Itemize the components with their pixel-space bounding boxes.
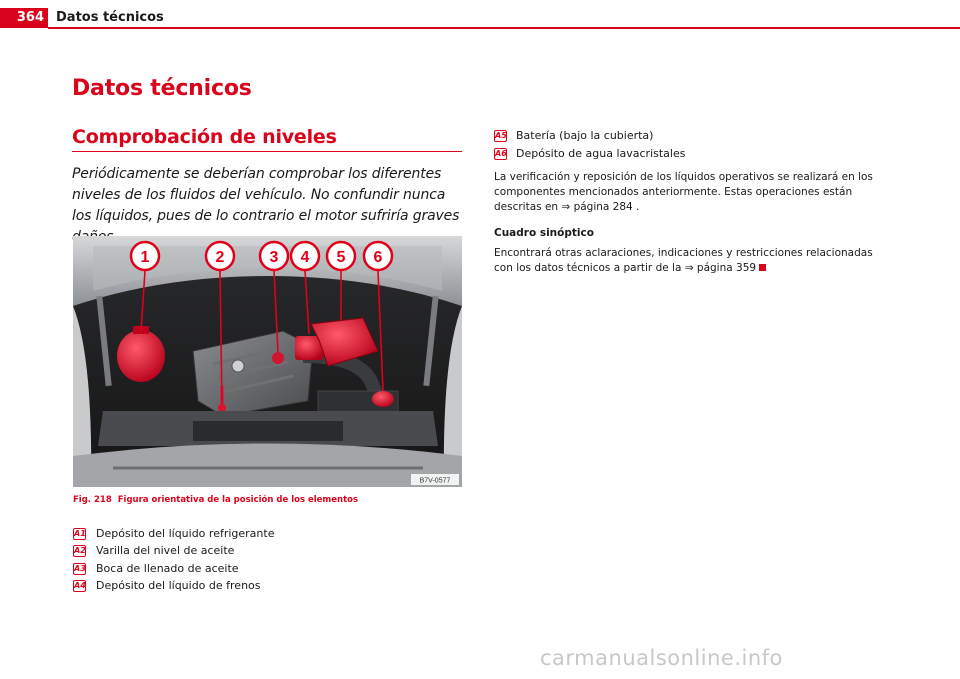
legend-item-text: Depósito de agua lavacristales bbox=[516, 147, 686, 160]
page-reference-link[interactable]: página 359 bbox=[693, 262, 757, 274]
watermark: carmanualsonline.info bbox=[540, 646, 783, 670]
paragraph-overview: Encontrará otras aclaraciones, indicaciones y restricciones relacionadas con los datos técnicos a partir de la ⇒ página 359 bbox=[494, 247, 873, 274]
engine-bay-figure bbox=[73, 236, 462, 487]
running-title: Datos técnicos bbox=[56, 10, 164, 25]
callout-label-4: 4 bbox=[300, 249, 310, 266]
legend-item-text: Depósito del líquido de frenos bbox=[96, 579, 261, 592]
subheading-overview: Cuadro sinóptico bbox=[494, 227, 594, 239]
callout-label-2: 2 bbox=[215, 249, 225, 266]
arrow-icon: ⇒ bbox=[684, 262, 694, 274]
page-number: 364 bbox=[16, 10, 44, 25]
figure-caption bbox=[73, 495, 364, 505]
legend-badge: A1 bbox=[74, 529, 86, 538]
callout-label-1: 1 bbox=[140, 249, 150, 266]
legend-badge: A5 bbox=[495, 131, 507, 140]
arrow-icon: ⇒ bbox=[561, 201, 571, 213]
intro-paragraph: Periódicamente se deberían comprobar los diferentes niveles de los fluidos del vehículo. No confundir nunca los líquidos, pues de lo contrario el motor sufriría graves bbox=[72, 166, 460, 224]
legend-item-text: Batería (bajo la cubierta) bbox=[516, 129, 654, 142]
legend-badge: A3 bbox=[74, 564, 86, 573]
legend-badge: A2 bbox=[74, 546, 86, 555]
callout-label-3: 3 bbox=[269, 249, 279, 266]
section-end-icon bbox=[759, 264, 766, 271]
callout-label-6: 6 bbox=[373, 249, 383, 266]
engine-bay-illustration bbox=[73, 236, 462, 487]
figure-caption-label: Fig. 218 bbox=[73, 495, 112, 505]
page-reference-link[interactable]: página 284 . bbox=[570, 201, 640, 213]
paragraph-verification: La verificación y reposición de los líquidos operativos se realizará en los componentes mencionados anteriormente. Estas operaciones están descritas en ⇒ página 284 . bbox=[494, 171, 873, 213]
section-rule bbox=[72, 151, 462, 152]
legend-badge: A6 bbox=[495, 149, 507, 158]
chapter-title: Datos técnicos bbox=[72, 76, 252, 101]
header-rule bbox=[48, 27, 960, 29]
callout-label-5: 5 bbox=[336, 249, 346, 266]
legend-item-text: Depósito del líquido refrigerante bbox=[96, 527, 275, 540]
figure-caption-text: Figura orientativa de la posición de los elementos bbox=[117, 495, 359, 505]
legend-badge: A4 bbox=[74, 581, 86, 590]
section-title: Comprobación de niveles bbox=[72, 126, 337, 148]
legend-item-text: Varilla del nivel de aceite bbox=[96, 544, 235, 557]
legend-item-text: Boca de llenado de aceite bbox=[96, 562, 239, 575]
image-code: B7V-0577 bbox=[419, 477, 451, 485]
